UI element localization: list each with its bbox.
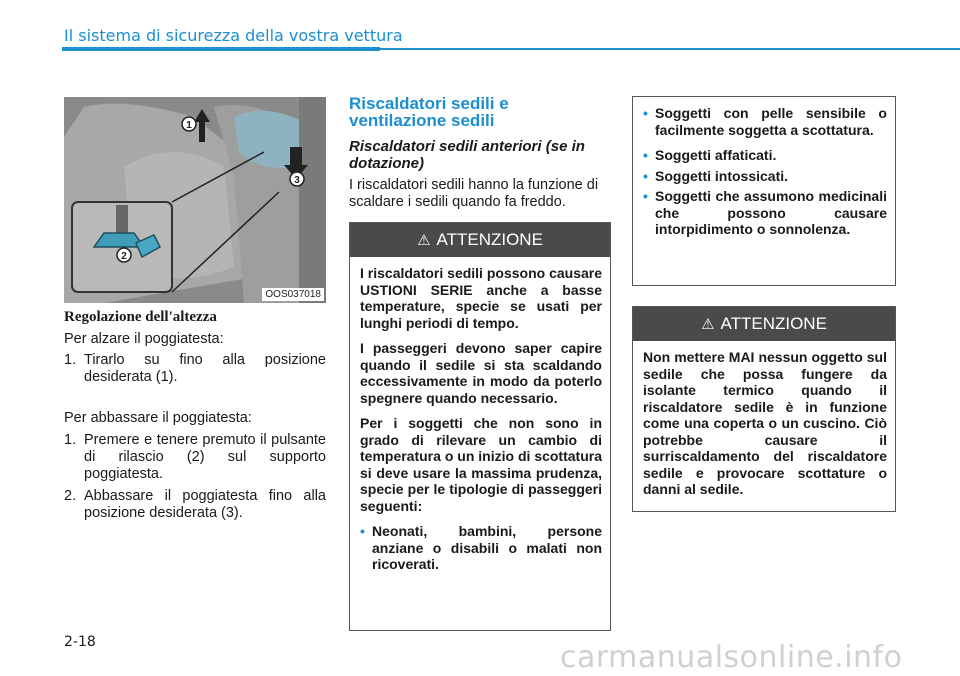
list-item	[643, 147, 887, 164]
figure-code: OOS037018	[262, 288, 324, 301]
watermark: carmanualsonline.info	[560, 640, 903, 675]
callout-2: 2	[121, 251, 127, 262]
bullet-dot-icon: •	[643, 188, 648, 204]
warning-header-label: ATTENZIONE	[720, 314, 827, 333]
warning-triangle-icon: ⚠	[417, 232, 431, 249]
warning-paragraph: Per i soggetti che non sono in grado di rilevare un cambio di temperatura o un inizio di scottatura si deve usare la massima prudenza, specie per le tipologie di passeggeri seguenti:	[360, 415, 602, 514]
height-adjust-heading: Regolazione dell'altezza	[64, 309, 217, 325]
raise-step-1	[64, 352, 326, 386]
warning-bullet	[360, 523, 602, 573]
list-item	[643, 168, 887, 185]
page-number: 2-18	[64, 634, 96, 650]
warning-paragraph: I riscaldatori sedili possono causare USTIONI SERIE anche a basse temperature, specie se usati per lunghi periodi di tempo.	[360, 265, 602, 331]
warning-paragraph: I passeggeri devono saper capire quando il sedile si sta scaldando eccessivamente in modo da poterlo spegnere quando necessario.	[360, 340, 602, 406]
step-number: 2.	[64, 488, 77, 504]
step-number: 1.	[64, 432, 77, 448]
step-text: Tirarlo su fino alla posizione desiderata (1).	[84, 352, 326, 385]
raise-intro: Per alzare il poggiatesta:	[64, 331, 224, 347]
headrest-illustration	[64, 97, 326, 303]
section-subtitle: Riscaldatori sedili anteriori (se in dotazione)	[349, 138, 585, 172]
bullet-text: Soggetti affaticati.	[655, 147, 777, 163]
header-rule-thick	[62, 47, 380, 51]
bullet-text: Soggetti che assumono medicinali che possono causare intorpidimento o sonnolenza.	[655, 188, 887, 237]
list-item	[643, 188, 887, 238]
section-header-title: Il sistema di sicurezza della vostra vettura	[64, 26, 403, 45]
bullet-text: Soggetti con pelle sensibile o facilmente soggetta a scottatura.	[655, 105, 887, 138]
warning-box-insulation	[632, 306, 896, 512]
warning-paragraph: Non mettere MAI nessun oggetto sul sedile che possa fungere da isolante termico quando il riscaldatore sedile è in funzione come una coperta o un cuscino. Ciò potrebbe causare il surriscaldamento del riscaldatore sedile e provocare scottature o danni al sedile.	[643, 349, 887, 497]
bullet-text: Soggetti intossicati.	[655, 167, 789, 184]
lower-step-2	[64, 488, 326, 522]
warning-body	[633, 341, 895, 515]
section-body: I riscaldatori sedili hanno la funzione di scaldare i sedili quando fa freddo.	[349, 177, 599, 210]
lower-intro: Per abbassare il poggiatesta:	[64, 410, 252, 426]
callout-1: 1	[186, 120, 192, 131]
bullet-dot-icon: •	[643, 167, 648, 184]
warning-box-burns	[349, 222, 611, 631]
list-item	[643, 105, 887, 138]
bullet-dot-icon: •	[643, 147, 648, 163]
step-text: Abbassare il poggiatesta fino alla posizione desiderata (3).	[84, 488, 326, 521]
warning-header	[633, 307, 895, 341]
bullet-text: Neonati, bambini, persone anziane o disabili o malati non ricoverati.	[372, 523, 602, 572]
section-title: Riscaldatori sedili e ventilazione sedili	[349, 94, 509, 130]
warning-header-label: ATTENZIONE	[436, 230, 543, 249]
bullet-dot-icon: •	[360, 523, 365, 539]
bullets-list	[633, 97, 895, 238]
warning-triangle-icon: ⚠	[701, 316, 715, 333]
seat-drawing	[64, 97, 326, 303]
header-rule-thin	[380, 48, 960, 50]
warning-body	[350, 257, 610, 590]
callout-3: 3	[294, 175, 300, 186]
continued-bullets-box	[632, 96, 896, 286]
step-number: 1.	[64, 352, 77, 368]
lower-step-1	[64, 432, 326, 483]
warning-header	[350, 223, 610, 257]
step-text: Premere e tenere premuto il pulsante di rilascio (2) sul supporto poggiatesta.	[84, 432, 326, 482]
bullet-dot-icon: •	[643, 105, 648, 121]
